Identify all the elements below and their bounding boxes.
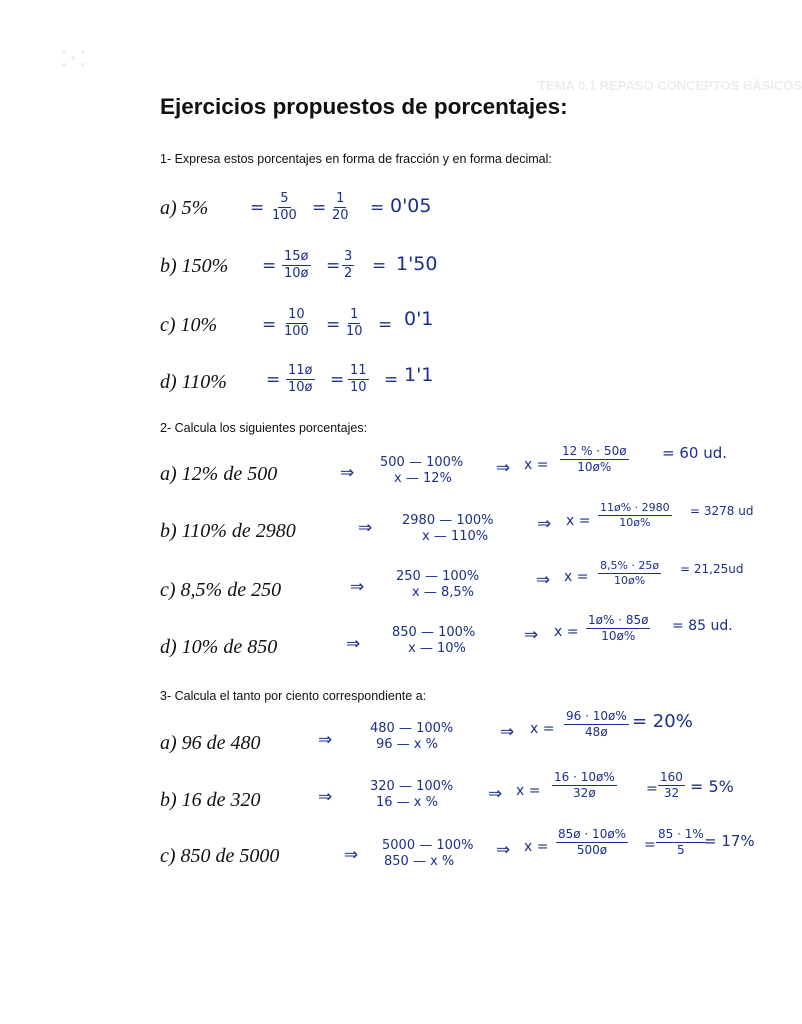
x-equals: x = bbox=[516, 783, 541, 799]
x-equals: x = bbox=[530, 721, 555, 737]
equals-sign: = bbox=[250, 198, 265, 218]
equals-sign: = bbox=[384, 370, 399, 390]
fraction-3c-simplified: $\frac{85 \cdot 1\%}{5}$ bbox=[658, 827, 704, 857]
result-2c: = 21,25ud bbox=[680, 562, 744, 576]
fraction-1a-1: $\frac{5}{100}$ bbox=[272, 191, 297, 223]
fraction-3c: $\frac{85ø \cdot 10ø\%}{500ø}$ bbox=[558, 827, 627, 857]
implies-arrow: ⇒ bbox=[496, 840, 511, 860]
implies-arrow: ⇒ bbox=[318, 730, 333, 750]
result-1b: 1'50 bbox=[396, 253, 438, 275]
x-equals: x = bbox=[554, 624, 579, 640]
result-2b: = 3278 ud bbox=[690, 504, 754, 518]
implies-arrow: ⇒ bbox=[536, 570, 551, 590]
exercise-3b-label: b) 16 de 320 bbox=[160, 789, 261, 811]
rule-of-three-2a: 500 — 100% x — 12% bbox=[380, 455, 464, 487]
equals-sign: = bbox=[372, 256, 387, 276]
equals-sign: = bbox=[644, 837, 656, 853]
fraction-3a: $\frac{96 \cdot 10ø\%}{48ø}$ bbox=[566, 709, 627, 739]
x-equals: x = bbox=[524, 457, 549, 473]
exercise-2a-label: a) 12% de 500 bbox=[160, 463, 278, 485]
implies-arrow: ⇒ bbox=[346, 634, 361, 654]
result-3c: = 17% bbox=[704, 832, 755, 850]
exercise-1c-label: c) 10% bbox=[160, 314, 218, 336]
rule-of-three-2d: 850 — 100% x — 10% bbox=[392, 625, 476, 657]
bleed-through-text: TEMA 0.1 REPASO CONCEPTOS BÁSICOS bbox=[538, 78, 802, 93]
result-3a: = 20% bbox=[632, 711, 693, 732]
exercise-1b-label: b) 150% bbox=[160, 255, 229, 277]
section-1-heading: 1- Expresa estos porcentajes en forma de fracción y en forma decimal: bbox=[160, 152, 552, 166]
implies-arrow: ⇒ bbox=[488, 784, 503, 804]
fraction-1d-1: $\frac{11ø}{10ø}$ bbox=[288, 363, 313, 395]
result-3b: = 5% bbox=[690, 777, 734, 796]
exercise-3a-label: a) 96 de 480 bbox=[160, 732, 261, 754]
fraction-3b-simplified: $\frac{160}{32}$ bbox=[660, 770, 683, 800]
implies-arrow: ⇒ bbox=[500, 722, 515, 742]
x-equals: x = bbox=[524, 839, 549, 855]
fraction-2b: $\frac{11ø\% \cdot 2980}{10ø\%}$ bbox=[600, 501, 670, 529]
equals-sign: = bbox=[262, 256, 277, 276]
exercise-1a-label: a) 5% bbox=[160, 197, 209, 219]
fraction-1b-2: $\frac{3}{2}$ bbox=[344, 249, 353, 281]
equals-sign: = bbox=[370, 198, 385, 218]
equals-sign: = bbox=[646, 781, 658, 797]
exercise-1d-label: d) 110% bbox=[160, 371, 227, 393]
rule-of-three-2b: 2980 — 100% x — 110% bbox=[402, 513, 494, 545]
result-2a: = 60 ud. bbox=[662, 444, 727, 462]
fraction-1c-1: $\frac{10}{100}$ bbox=[284, 307, 309, 339]
exercise-2b-label: b) 110% de 2980 bbox=[160, 520, 296, 542]
implies-arrow: ⇒ bbox=[340, 463, 355, 483]
result-2d: = 85 ud. bbox=[672, 618, 733, 634]
x-equals: x = bbox=[566, 513, 591, 529]
implies-arrow: ⇒ bbox=[524, 625, 539, 645]
equals-sign: = bbox=[262, 315, 277, 335]
equals-sign: = bbox=[326, 315, 341, 335]
page-title: Ejercicios propuestos de porcentajes: bbox=[160, 94, 568, 119]
x-equals: x = bbox=[564, 569, 589, 585]
fraction-2a: $\frac{12 \% \cdot 50ø}{10ø\%}$ bbox=[562, 444, 627, 474]
implies-arrow: ⇒ bbox=[358, 518, 373, 538]
section-3-heading: 3- Calcula el tanto por ciento correspondiente a: bbox=[160, 689, 427, 703]
result-1c: 0'1 bbox=[404, 308, 434, 330]
equals-sign: = bbox=[330, 370, 345, 390]
fraction-1b-1: $\frac{15ø}{10ø}$ bbox=[284, 249, 309, 281]
equals-sign: = bbox=[266, 370, 281, 390]
rule-of-three-3b: 320 — 100% 16 — x % bbox=[370, 779, 454, 811]
fraction-1d-2: $\frac{11}{10}$ bbox=[350, 363, 367, 395]
bleed-through-mark: :·: bbox=[60, 40, 87, 73]
fraction-1c-2: $\frac{1}{10}$ bbox=[346, 307, 363, 339]
fraction-1a-2: $\frac{1}{20}$ bbox=[332, 191, 349, 223]
fraction-3b: $\frac{16 \cdot 10ø\%}{32ø}$ bbox=[554, 770, 615, 800]
implies-arrow: ⇒ bbox=[344, 845, 359, 865]
equals-sign: = bbox=[312, 198, 327, 218]
equals-sign: = bbox=[326, 256, 341, 276]
section-2-heading: 2- Calcula los siguientes porcentajes: bbox=[160, 421, 368, 435]
result-1a: 0'05 bbox=[390, 195, 432, 217]
rule-of-three-3c: 5000 — 100% 850 — x % bbox=[382, 838, 474, 870]
result-1d: 1'1 bbox=[404, 364, 434, 386]
implies-arrow: ⇒ bbox=[496, 458, 511, 478]
rule-of-three-3a: 480 — 100% 96 — x % bbox=[370, 721, 454, 753]
implies-arrow: ⇒ bbox=[318, 787, 333, 807]
implies-arrow: ⇒ bbox=[537, 514, 552, 534]
fraction-2c: $\frac{8,5\% \cdot 25ø}{10ø\%}$ bbox=[600, 559, 660, 587]
implies-arrow: ⇒ bbox=[350, 577, 365, 597]
fraction-2d: $\frac{1ø\% \cdot 85ø}{10ø\%}$ bbox=[588, 613, 649, 643]
exercise-2d-label: d) 10% de 850 bbox=[160, 636, 278, 658]
exercise-2c-label: c) 8,5% de 250 bbox=[160, 579, 282, 601]
exercise-3c-label: c) 850 de 5000 bbox=[160, 845, 280, 867]
equals-sign: = bbox=[378, 315, 393, 335]
rule-of-three-2c: 250 — 100% x — 8,5% bbox=[396, 569, 480, 601]
